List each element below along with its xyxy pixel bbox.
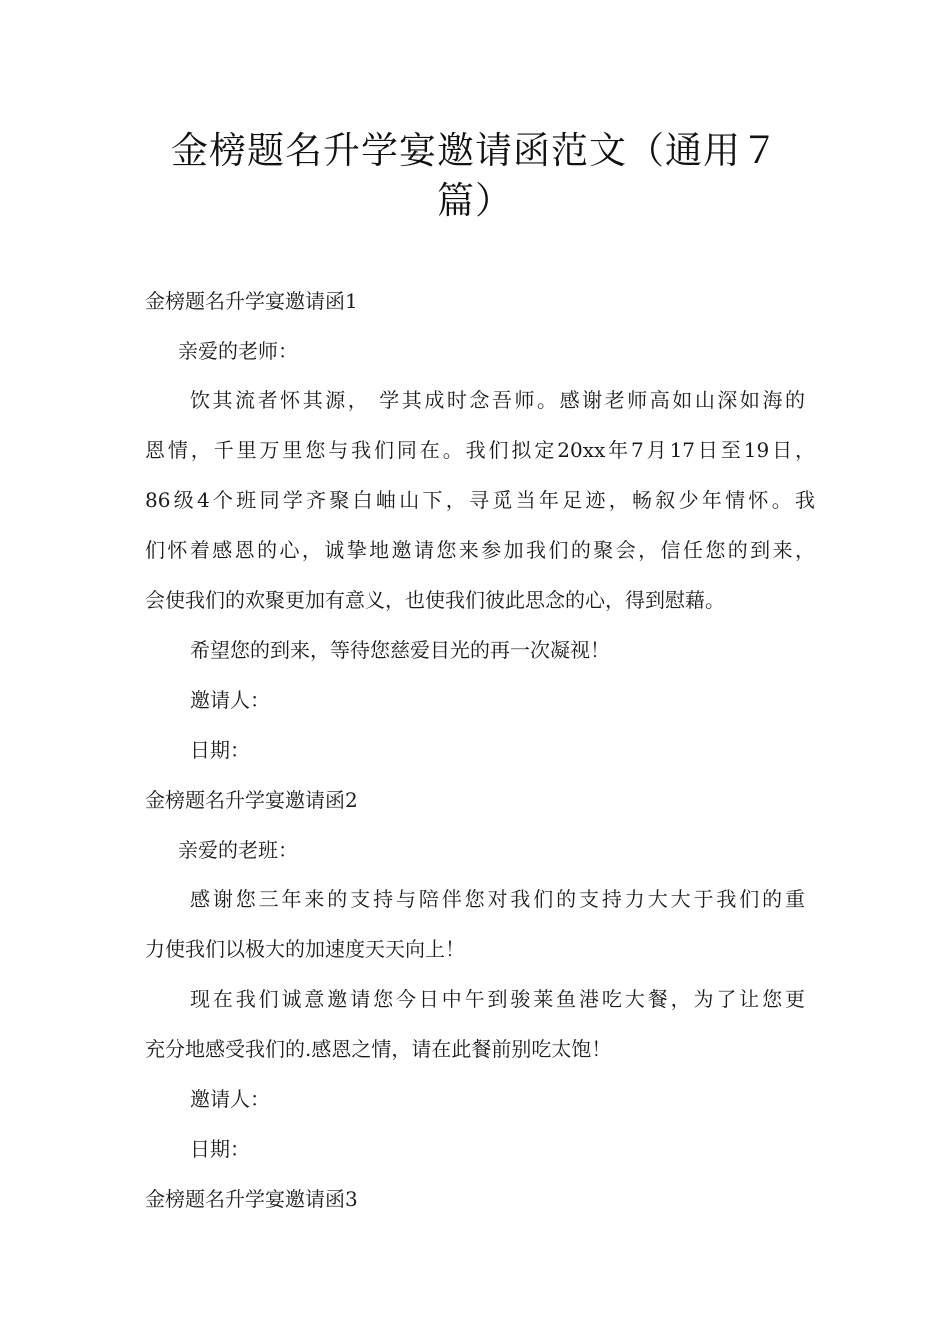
- letter-1-paragraph-2: 希望您的到来，等待您慈爱目光的再一次凝视！: [190, 638, 610, 662]
- letter-2-paragraph-2-line-2: 充分地感受我们的.感恩之情，请在此餐前别吃太饱！: [145, 1037, 612, 1061]
- letter-1-paragraph-1-line-4: 们怀着感恩的心，诚挚地邀请您来参加我们的聚会，信任您的到来，: [145, 538, 815, 562]
- letter-1-salutation: 亲爱的老师：: [178, 339, 298, 363]
- letter-2-heading: 金榜题名升学宴邀请函2: [145, 788, 358, 812]
- title-line-2: 篇）: [437, 179, 513, 222]
- letter-3-heading: 金榜题名升学宴邀请函3: [145, 1187, 358, 1211]
- letter-1-paragraph-1-line-1: 饮其流者怀其源， 学其成时念吾师。感谢老师高如山深如海的: [190, 388, 805, 412]
- title-line-1: 金榜题名升学宴邀请函范文（通用７: [171, 129, 779, 172]
- letter-1-paragraph-1-line-3: 86级4个班同学齐聚白岫山下，寻觅当年足迹，畅叙少年情怀。我: [145, 488, 815, 512]
- letter-2-date: 日期：: [190, 1137, 250, 1161]
- letter-1-date: 日期：: [190, 738, 250, 762]
- letter-2-paragraph-2-line-1: 现在我们诚意邀请您今日中午到骏莱鱼港吃大餐，为了让您更: [190, 987, 805, 1011]
- letter-2-salutation: 亲爱的老班：: [178, 838, 298, 862]
- letter-1-paragraph-1-line-2: 恩情，千里万里您与我们同在。我们拟定20xx年7月17日至19日，: [145, 438, 815, 462]
- letter-1-paragraph-1-line-5: 会使我们的欢聚更加有意义，也使我们彼此思念的心，得到慰藉。: [145, 588, 725, 612]
- letter-2-paragraph-1-line-2: 力使我们以极大的加速度天天向上！: [145, 937, 465, 961]
- document-title: [0, 126, 950, 226]
- letter-2-inviter: 邀请人：: [190, 1087, 270, 1111]
- letter-1-heading: 金榜题名升学宴邀请函1: [145, 289, 358, 313]
- letter-2-paragraph-1-line-1: 感谢您三年来的支持与陪伴您对我们的支持力大大于我们的重: [190, 887, 805, 911]
- letter-1-inviter: 邀请人：: [190, 688, 270, 712]
